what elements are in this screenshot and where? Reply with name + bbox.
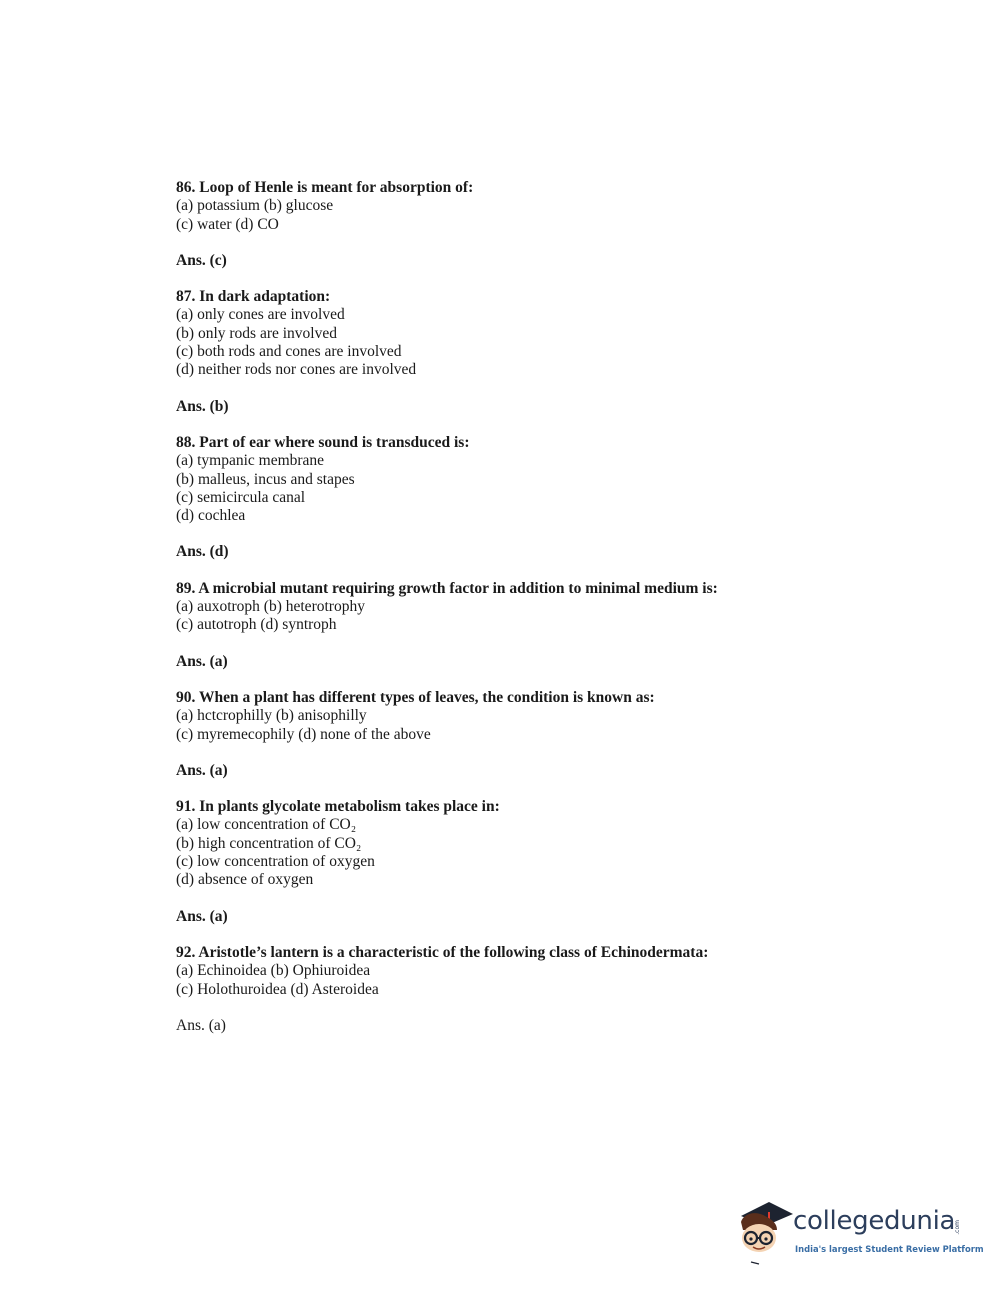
option-line: (a) auxotroph (b) heterotrophy bbox=[176, 598, 365, 616]
question-title: 92. Aristotle’s lantern is a characteristic of the following class of Echinodermata: bbox=[176, 943, 709, 961]
option-line: (a) potassium (b) glucose bbox=[176, 197, 334, 215]
answer: Ans. (a) bbox=[176, 761, 228, 779]
option-line: (c) both rods and cones are involved bbox=[176, 343, 402, 361]
logo-domain: .com bbox=[954, 1220, 961, 1235]
option-line: (c) Holothuroidea (d) Asteroidea bbox=[176, 980, 379, 998]
option-line: (b) only rods are involved bbox=[176, 324, 337, 342]
option-line: (d) absence of oxygen bbox=[176, 871, 314, 889]
question-title: 90. When a plant has different types of leaves, the condition is known as: bbox=[176, 688, 655, 706]
question-88 bbox=[176, 434, 896, 562]
question-title: 86. Loop of Henle is meant for absorption of: bbox=[176, 179, 474, 196]
question-title: 91. In plants glycolate metabolism takes place in: bbox=[176, 798, 500, 816]
question-title: 89. A microbial mutant requiring growth factor in addition to minimal medium is: bbox=[176, 579, 718, 597]
logo-wordmark: collegedunia bbox=[793, 1206, 956, 1236]
option-line: (c) semicircula canal bbox=[176, 488, 306, 506]
answer: Ans. (b) bbox=[176, 397, 229, 415]
answer: Ans. (c) bbox=[176, 251, 227, 269]
question-87 bbox=[176, 288, 896, 416]
answer: Ans. (a) bbox=[176, 652, 228, 670]
question-89 bbox=[176, 580, 896, 671]
option-line: (d) cochlea bbox=[176, 507, 246, 525]
option-line: (a) Echinoidea (b) Ophiuroidea bbox=[176, 962, 371, 980]
option-line: (b) high concentration of CO₂ bbox=[176, 834, 362, 852]
question-92 bbox=[176, 944, 896, 1035]
option-line: (a) only cones are involved bbox=[176, 306, 345, 324]
logo-tagline: India's largest Student Review Platform bbox=[795, 1244, 984, 1254]
option-line: (b) malleus, incus and stapes bbox=[176, 470, 355, 488]
question-title: 87. In dark adaptation: bbox=[176, 288, 331, 306]
answer: Ans. (d) bbox=[176, 543, 229, 561]
option-line: (c) low concentration of oxygen bbox=[176, 853, 375, 871]
option-line: (c) myremecophily (d) none of the above bbox=[176, 725, 431, 743]
question-list bbox=[176, 179, 896, 1053]
question-91 bbox=[176, 798, 896, 926]
question-90 bbox=[176, 689, 896, 780]
option-line: (a) hctcrophilly (b) anisophilly bbox=[176, 707, 367, 725]
option-line: (d) neither rods nor cones are involved bbox=[176, 361, 417, 379]
collegedunia-logo[interactable] bbox=[735, 1196, 984, 1266]
answer: Ans. (a) bbox=[176, 1016, 226, 1034]
mascot-icon bbox=[735, 1196, 795, 1266]
option-line: (c) autotroph (d) syntroph bbox=[176, 616, 337, 634]
option-line: (a) tympanic membrane bbox=[176, 452, 325, 470]
question-86 bbox=[176, 179, 896, 270]
option-line: (a) low concentration of CO₂ bbox=[176, 816, 357, 834]
question-title: 88. Part of ear where sound is transduced is: bbox=[176, 433, 470, 451]
answer: Ans. (a) bbox=[176, 907, 228, 925]
option-line: (c) water (d) CO bbox=[176, 215, 279, 233]
